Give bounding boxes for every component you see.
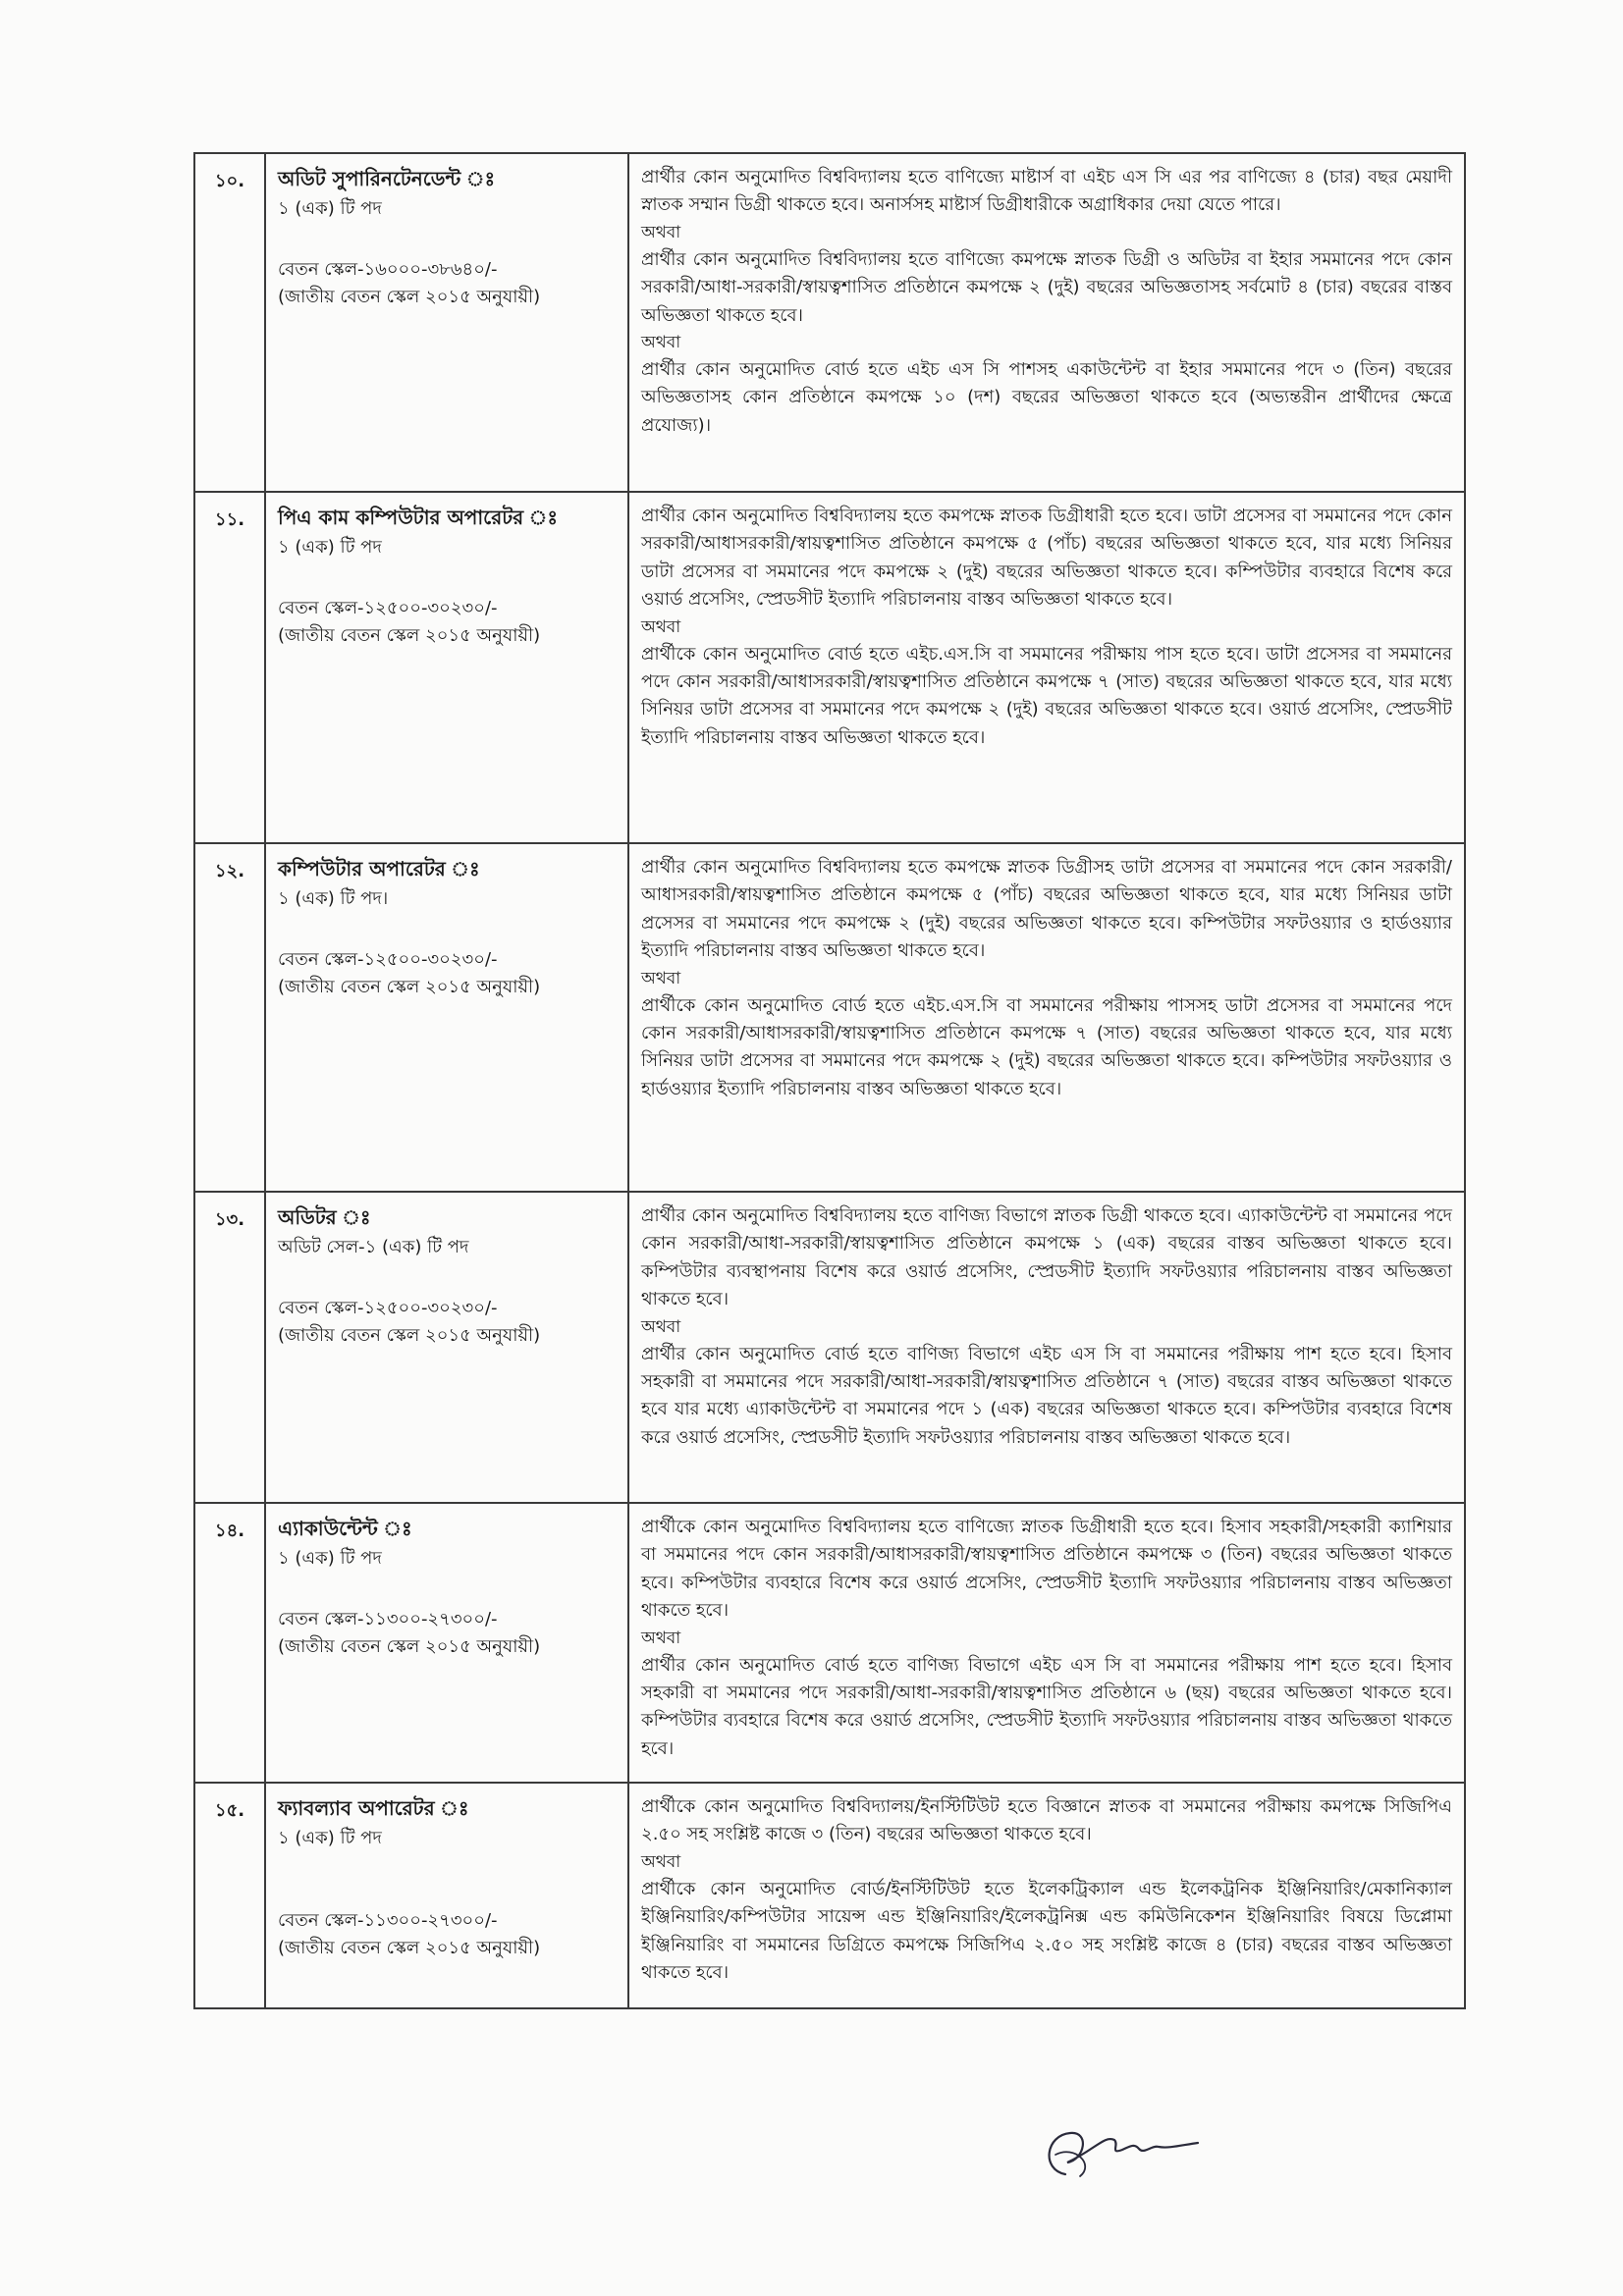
post-count: অডিট সেল-১ (এক) টি পদ: [278, 1236, 469, 1257]
or-label: অথবা: [641, 968, 681, 988]
or-label: অথবা: [641, 1851, 681, 1872]
table-row: [194, 1503, 1465, 1783]
or-label: অথবা: [641, 616, 681, 637]
salary-scale: বেতন স্কেল-১৬০০০-৩৮৬৪০/-: [278, 259, 498, 281]
qualification-text: প্রার্থীর কোন অনুমোদিত বিশ্ববিদ্যালয় হতে বাণিজ্যে কমপক্ষে স্নাতক ডিগ্রী ও অডিটর বা ইহার সমমানের পদে কোন সরকারী/আধা-সরকারী/স্বায়ত্বশাসিত প্রতিষ্ঠানে কমপক্ষে ২ (দুই) বছরের অভিজ্ঞতাসহ সর্বমোট ৪ (চার) বছরের বাস্তব অভিজ্ঞতা থাকতে হবে।: [641, 248, 1452, 326]
post-count: ১ (এক) টি পদ: [278, 1827, 382, 1848]
qualification-text: প্রার্থীকে কোন অনুমোদিত বোর্ড/ইনস্টিটিউট হতে ইলেকট্রিক্যাল এন্ড ইলেকট্রনিক ইঞ্জিনিয়ারিং/মেকানিক্যাল ইঞ্জিনিয়ারিং/কম্পিউটার সায়েন্স এন্ড ইঞ্জিনিয়ারিং/ইলেকট্রনিক্স এন্ড কমিউনিকেশন ইঞ্জিনিয়ারিং বিষয়ে ডিপ্লোমা ইঞ্জিনিয়ারিং বা সমমানের ডিগ্রিতে কমপক্ষে সিজিপিএ ২.৫০ সহ সংশ্লিষ্ট কাজে ৪ (চার) বছরের বাস্তব অভিজ্ঞতা থাকতে হবে।: [641, 1878, 1452, 1984]
post-count: ১ (এক) টি পদ: [278, 1547, 382, 1569]
qualification-text: প্রার্থীর কোন অনুমোদিত বোর্ড হতে এইচ এস সি পাশসহ একাউন্টেন্ট বা ইহার সমমানের পদে ৩ (তিন) বছরের অভিজ্ঞতাসহ কোন প্রতিষ্ঠানে কমপক্ষে ১০ (দশ) বছরের অভিজ্ঞতা থাকতে হবে (অভ্যন্তরীন প্রার্থীদের ক্ষেত্রে প্রযোজ্য)।: [641, 358, 1452, 436]
qualification-text: প্রার্থীর কোন অনুমোদিত বোর্ড হতে বাণিজ্য বিভাগে এইচ এস সি বা সমমানের পরীক্ষায় পাশ হতে হবে। হিসাব সহকারী বা সমমানের পদে সরকারী/আধা-সরকারী/স্বায়ত্বশাসিত প্রতিষ্ঠানে ৭ (সাত) বছরের বাস্তব অভিজ্ঞতা থাকতে হবে যার মধ্যে এ্যাকাউন্টেন্ট বা সমমানের পদে ১ (এক) বছরের অভিজ্ঞতা থাকতে হবে। কম্পিউটার ব্যবহারে বিশেষ করে ওয়ার্ড প্রসেসিং, স্প্রেডসীট ইত্যাদি সফটওয়্যার পরিচালনায় বাস্তব অভিজ্ঞতা থাকতে হবে।: [641, 1343, 1452, 1448]
or-label: অথবা: [641, 1316, 681, 1337]
qualification-text: প্রার্থীকে কোন অনুমোদিত বিশ্ববিদ্যালয় হতে বাণিজ্যে স্নাতক ডিগ্রীধারী হতে হবে। হিসাব সহকারী/সহকারী ক্যাশিয়ার বা সমমানের পদে কোন সরকারী/আধাসরকারী/স্বায়ত্বশাসিত প্রতিষ্ঠানে কমপক্ষে ৩ (তিন) বছরের অভিজ্ঞতা থাকতে হবে। কম্পিউটার ব্যবহারে বিশেষ করে ওয়ার্ড প্রসেসিং, স্প্রেডসীট ইত্যাদি সফটওয়্যার পরিচালনায় বাস্তব অভিজ্ঞতা থাকতে হবে।: [641, 1517, 1452, 1622]
or-label: অথবা: [641, 1628, 681, 1648]
post-count: ১ (এক) টি পদ: [278, 197, 382, 219]
salary-scale: বেতন স্কেল-১১৩০০-২৭৩০০/-: [278, 1609, 498, 1630]
post-title: ফ্যাবল্যাব অপারেটর ঃ: [278, 1796, 469, 1820]
qualification-cell: [628, 1503, 1465, 1783]
post-cell: [265, 1783, 628, 2008]
post-title: পিএ কাম কম্পিউটার অপারেটর ঃ: [278, 506, 559, 529]
qualification-text: প্রার্থীকে কোন অনুমোদিত বোর্ড হতে এইচ.এস.সি বা সমমানের পরীক্ষায় পাস হতে হবে। ডাটা প্রসেসর বা সমমানের পদে কোন সরকারী/আধাসরকারী/স্বায়ত্বশাসিত প্রতিষ্ঠানে কমপক্ষে ৭ (সাত) বছরের অভিজ্ঞতা থাকতে হবে, যার মধ্যে সিনিয়র ডাটা প্রসেসর বা সমমানের পদে কমপক্ষে ২ (দুই) বছরের অভিজ্ঞতা থাকতে হবে। ওয়ার্ড প্রসেসিং, স্প্রেডসীট ইত্যাদি পরিচালনায় বাস্তব অভিজ্ঞতা থাকতে হবে।: [641, 643, 1452, 748]
qualification-text: প্রার্থীর কোন অনুমোদিত বিশ্ববিদ্যালয় হতে কমপক্ষে স্নাতক ডিগ্রীসহ ডাটা প্রসেসর বা সমমানের পদে কোন সরকারী/আধাসরকারী/স্বায়ত্বশাসিত প্রতিষ্ঠানে কমপক্ষে ৫ (পাঁচ) বছরের অভিজ্ঞতা থাকতে হবে, যার মধ্যে সিনিয়র ডাটা প্রসেসর বা সমমানের পদে কমপক্ষে ২ (দুই) বছরের অভিজ্ঞতা থাকতে হবে। কম্পিউটার সফটওয়্যার ও হার্ডওয়্যার ইত্যাদি পরিচালনায় বাস্তব অভিজ্ঞতা থাকতে হবে।: [641, 857, 1452, 962]
qualification-text: প্রার্থীর কোন অনুমোদিত বিশ্ববিদ্যালয় হতে কমপক্ষে স্নাতক ডিগ্রীধারী হতে হবে। ডাটা প্রসেসর বা সমমানের পদে কোন সরকারী/আধাসরকারী/স্বায়ত্বশাসিত প্রতিষ্ঠানে কমপক্ষে ৫ (পাঁচ) বছরের অভিজ্ঞতা থাকতে হবে, যার মধ্যে সিনিয়র ডাটা প্রসেসর বা সমমানের পদে কমপক্ষে ২ (দুই) বছরের অভিজ্ঞতা থাকতে হবে। কম্পিউটার ব্যবহারে বিশেষ করে ওয়ার্ড প্রসেসিং, স্প্রেডসীট ইত্যাদি পরিচালনায় বাস্তব অভিজ্ঞতা থাকতে হবে।: [641, 506, 1452, 611]
salary-note: (জাতীয় বেতন স্কেল ২০১৫ অনুযায়ী): [278, 287, 541, 308]
table-row: [194, 1192, 1465, 1503]
post-title: অডিটর ঃ: [278, 1205, 371, 1229]
post-cell: [265, 153, 628, 492]
qualification-text: প্রার্থীর কোন অনুমোদিত বিশ্ববিদ্যালয় হতে বাণিজ্য বিভাগে স্নাতক ডিগ্রী থাকতে হবে। এ্যাকাউন্টেন্ট বা সমমানের পদে কোন সরকারী/আধা-সরকারী/স্বায়ত্বশাসিত প্রতিষ্ঠানে কমপক্ষে ১ (এক) বছরের বাস্তব অভিজ্ঞতা থাকতে হবে। কম্পিউটার ব্যবস্থাপনায় বিশেষ করে ওয়ার্ড প্রসেসিং, স্প্রেডসীট ইত্যাদি সফটওয়্যার পরিচালনায় বাস্তব অভিজ্ঞতা থাকতে হবে।: [641, 1205, 1452, 1310]
serial-number: ১০.: [194, 153, 265, 492]
salary-scale: বেতন স্কেল-১২৫০০-৩০২৩০/-: [278, 949, 498, 971]
qualification-text: প্রার্থীকে কোন অনুমোদিত বোর্ড হতে এইচ.এস.সি বা সমমানের পরীক্ষায় পাসসহ ডাটা প্রসেসর বা সমমানের পদে কোন সরকারী/আধাসরকারী/স্বায়ত্বশাসিত প্রতিষ্ঠানে কমপক্ষে ৭ (সাত) বছরের অভিজ্ঞতা থাকতে হবে, যার মধ্যে সিনিয়র ডাটা প্রসেসর বা সমমানের পদে কমপক্ষে ২ (দুই) বছরের অভিজ্ঞতা থাকতে হবে। কম্পিউটার সফটওয়্যার ও হার্ডওয়্যার ইত্যাদি পরিচালনায় বাস্তব অভিজ্ঞতা থাকতে হবে।: [641, 994, 1452, 1099]
signature: [1036, 2115, 1203, 2184]
post-title: কম্পিউটার অপারেটর ঃ: [278, 857, 480, 881]
post-title: এ্যাকাউন্টেন্ট ঃ: [278, 1517, 412, 1540]
qualification-text: প্রার্থীর কোন অনুমোদিত বিশ্ববিদ্যালয় হতে বাণিজ্যে মাষ্টার্স বা এইচ এস সি এর পর বাণিজ্যে ৪ (চার) বছর মেয়াদী স্নাতক সম্মান ডিগ্রী থাকতে হবে। অনার্সসহ মাষ্টার্স ডিগ্রীধারীকে অগ্রাধিকার দেয়া যেতে পারে।: [641, 167, 1452, 216]
salary-note: (জাতীয় বেতন স্কেল ২০১৫ অনুযায়ী): [278, 977, 541, 998]
qualification-text: প্রার্থীর কোন অনুমোদিত বোর্ড হতে বাণিজ্য বিভাগে এইচ এস সি বা সমমানের পরীক্ষায় পাশ হতে হবে। হিসাব সহকারী বা সমমানের পদে সরকারী/আধা-সরকারী/স্বায়ত্বশাসিত প্রতিষ্ঠানে ৬ (ছয়) বছরের অভিজ্ঞতা থাকতে হবে। কম্পিউটার ব্যবহারে বিশেষ করে ওয়ার্ড প্রসেসিং, স্প্রেডসীট ইত্যাদি সফটওয়্যার পরিচালনায় বাস্তব অভিজ্ঞতা থাকতে হবে।: [641, 1654, 1452, 1759]
table-row: [194, 1783, 1465, 2008]
qualification-table: [193, 152, 1466, 2009]
serial-number: ১৪.: [194, 1503, 265, 1783]
or-label: অথবা: [641, 333, 681, 353]
serial-number: ১৫.: [194, 1783, 265, 2008]
qualification-cell: [628, 1783, 1465, 2008]
serial-number: ১৩.: [194, 1192, 265, 1503]
serial-number: ১১.: [194, 492, 265, 843]
post-count: ১ (এক) টি পদ।: [278, 887, 389, 909]
qualification-cell: [628, 843, 1465, 1192]
salary-scale: বেতন স্কেল-১২৫০০-৩০২৩০/-: [278, 598, 498, 619]
post-cell: [265, 1192, 628, 1503]
post-cell: [265, 492, 628, 843]
salary-note: (জাতীয় বেতন স্কেল ২০১৫ অনুযায়ী): [278, 1325, 541, 1347]
salary-note: (জাতীয় বেতন স্কেল ২০১৫ অনুযায়ী): [278, 625, 541, 647]
table-row: [194, 492, 1465, 843]
qualification-cell: [628, 1192, 1465, 1503]
salary-note: (জাতীয় বেতন স্কেল ২০১৫ অনুযায়ী): [278, 1636, 541, 1658]
post-cell: [265, 843, 628, 1192]
salary-scale: বেতন স্কেল-১১৩০০-২৭৩০০/-: [278, 1910, 498, 1932]
serial-number: ১২.: [194, 843, 265, 1192]
table-row: [194, 153, 1465, 492]
or-label: অথবা: [641, 222, 681, 242]
post-cell: [265, 1503, 628, 1783]
post-count: ১ (এক) টি পদ: [278, 536, 382, 558]
salary-scale: বেতন স্কেল-১২৫০০-৩০২৩০/-: [278, 1298, 498, 1319]
post-title: অডিট সুপারিনটেনডেন্ট ঃ: [278, 167, 496, 190]
qualification-cell: [628, 492, 1465, 843]
salary-note: (জাতীয় বেতন স্কেল ২০১৫ অনুযায়ী): [278, 1938, 541, 1959]
table-row: [194, 843, 1465, 1192]
qualification-text: প্রার্থীকে কোন অনুমোদিত বিশ্ববিদ্যালয়/ইনস্টিটিউট হতে বিজ্ঞানে স্নাতক বা সমমানের পরীক্ষায় কমপক্ষে সিজিপিএ ২.৫০ সহ সংশ্লিষ্ট কাজে ৩ (তিন) বছরের অভিজ্ঞতা থাকতে হবে।: [641, 1796, 1452, 1845]
qualification-cell: [628, 153, 1465, 492]
